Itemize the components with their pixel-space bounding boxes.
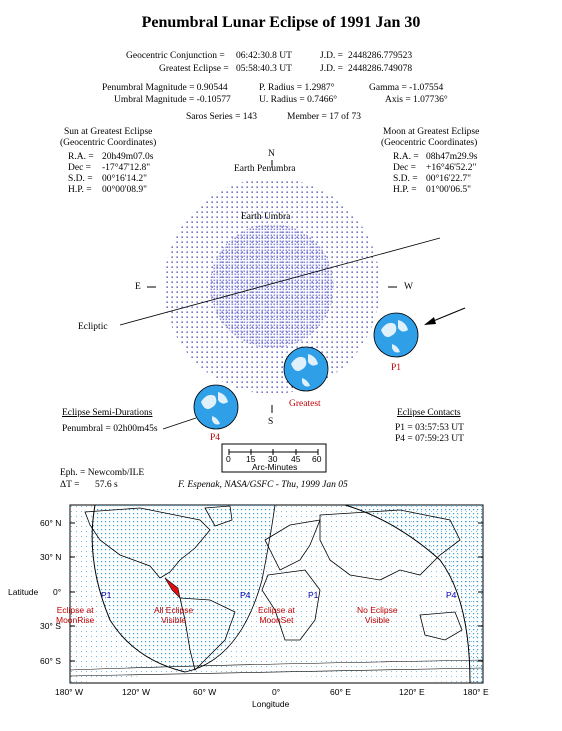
- east-label: E: [135, 282, 141, 292]
- conjunction-label: Geocentric Conjunction =: [126, 51, 225, 61]
- map-p1-east: P1: [308, 590, 319, 600]
- page-title: Penumbral Lunar Eclipse of 1991 Jan 30: [141, 14, 421, 31]
- lon-0: 0°: [272, 687, 281, 697]
- region-moonset-line1: Eclipse at: [258, 605, 295, 615]
- map-p4-east: P4: [446, 590, 457, 600]
- scale-tick-15: 15: [246, 454, 256, 464]
- penumbra-label: Earth Penumbra: [234, 164, 296, 174]
- moon-subheading: (Geocentric Coordinates): [381, 138, 478, 148]
- contact-p4: P4 = 07:59:23 UT: [395, 434, 464, 444]
- sun-sd-value: 00°16'14.2": [102, 174, 148, 184]
- p1-label: P1: [391, 363, 402, 373]
- sun-dec-value: -17°47'12.8": [102, 163, 151, 173]
- credit: F. Espenak, NASA/GSFC - Thu, 1999 Jan 05: [178, 480, 348, 490]
- ecliptic-label: Ecliptic: [78, 322, 108, 332]
- sun-hp-value: 00°00'08.9": [102, 185, 148, 195]
- scale-tick-30: 30: [268, 454, 278, 464]
- scale-label: Arc-Minutes: [252, 462, 298, 472]
- moon-ra-value: 08h47m29.9s: [426, 152, 478, 162]
- sun-ra-key: R.A. =: [68, 152, 94, 162]
- lon-180w: 180° W: [55, 687, 83, 697]
- region-not-visible-line2: Visible: [364, 615, 390, 625]
- lon-120w: 120° W: [122, 687, 150, 697]
- moon-ra-key: R.A. =: [393, 152, 419, 162]
- greatest-jd: 2448286.749078: [348, 64, 413, 74]
- scale-tick-60: 60: [312, 454, 322, 464]
- moon-sd-value: 00°16'22.7": [426, 174, 472, 184]
- south-label: S: [268, 417, 274, 427]
- umbral-radius: U. Radius = 0.7466°: [259, 95, 338, 105]
- lat-60s: 60° S: [40, 656, 61, 666]
- region-moonset-line2: MoonSet: [259, 615, 294, 625]
- lon-60w: 60° W: [193, 687, 217, 697]
- penumbral-magnitude: Penumbral Magnitude = 0.90544: [102, 83, 228, 93]
- saros-member: Member = 17 of 73: [287, 112, 361, 122]
- moon-heading: Moon at Greatest Eclipse: [383, 127, 480, 137]
- region-all-visible: [154, 605, 193, 625]
- region-moonset: [258, 605, 295, 625]
- umbral-magnitude: Umbral Magnitude = -0.10577: [114, 95, 231, 105]
- delta-t-label: ΔT =: [60, 480, 80, 490]
- axis-value: Axis = 1.07736°: [385, 95, 448, 105]
- p4-label: P4: [210, 433, 221, 443]
- sun-dec-key: Dec =: [68, 163, 92, 173]
- west-label: W: [404, 282, 413, 292]
- contacts-heading: Eclipse Contacts: [397, 408, 461, 418]
- moon-dec-value: +16°46'52.2": [426, 163, 477, 173]
- sun-subheading: (Geocentric Coordinates): [60, 138, 157, 148]
- penumbral-duration: Penumbral = 02h00m45s: [62, 424, 158, 434]
- region-moonrise-line1: Eclipse at: [56, 605, 94, 615]
- moon-p4: [194, 385, 238, 429]
- north-label: N: [268, 149, 275, 159]
- sun-hp-key: H.P. =: [68, 185, 92, 195]
- lat-30n: 30° N: [40, 552, 62, 562]
- delta-t-value: 57.6 s: [95, 480, 118, 490]
- lon-60e: 60° E: [330, 687, 351, 697]
- greatest-label: Greatest Eclipse =: [159, 64, 229, 74]
- saros-series: Saros Series = 143: [186, 112, 258, 122]
- sun-heading: Sun at Greatest Eclipse: [64, 127, 153, 137]
- moon-p1: [374, 313, 418, 357]
- gamma-value: Gamma = -1.07554: [369, 83, 444, 93]
- region-moonrise: [56, 605, 94, 625]
- map-xlabel: Longitude: [252, 699, 290, 709]
- region-not-visible-line1: No Eclipse: [357, 605, 398, 615]
- conjunction-jd: 2448286.779523: [348, 51, 413, 61]
- map-p4-west: P4: [240, 590, 251, 600]
- sun-sd-key: S.D. =: [68, 174, 93, 184]
- scale-tick-45: 45: [291, 454, 301, 464]
- greatest-time: 05:58:40.3 UT: [236, 64, 292, 74]
- region-not-visible: [357, 605, 398, 625]
- region-all-visible-line1: All Eclipse: [154, 605, 194, 615]
- lon-120e: 120° E: [399, 687, 425, 697]
- world-map: [70, 505, 483, 683]
- region-moonrise-line2: MoonRise: [56, 615, 95, 625]
- lat-60n: 60° N: [40, 518, 62, 528]
- moon-hp-value: 01°00'06.5": [426, 185, 472, 195]
- greatest-jd-label: J.D. =: [320, 64, 344, 74]
- lon-180e: 180° E: [463, 687, 489, 697]
- lat-0: 0°: [53, 587, 62, 597]
- moon-hp-key: H.P. =: [393, 185, 417, 195]
- penumbral-radius: P. Radius = 1.2987°: [259, 83, 335, 93]
- umbra-label: Earth Umbra: [241, 212, 291, 222]
- map-p1-west: P1: [101, 590, 112, 600]
- conjunction-jd-label: J.D. =: [320, 51, 344, 61]
- lat-30s: 30° S: [40, 621, 61, 631]
- scale-tick-0: 0: [226, 454, 231, 464]
- ephemeris: Eph. = Newcomb/ILE: [60, 468, 145, 478]
- sun-ra-value: 20h49m07.0s: [102, 152, 154, 162]
- moon-dec-key: Dec =: [393, 163, 417, 173]
- map-ylabel: Latitude: [8, 587, 39, 597]
- greatest-moon-label: Greatest: [289, 399, 321, 409]
- region-all-visible-line2: Visible: [161, 615, 187, 625]
- conjunction-time: 06:42:30.8 UT: [236, 51, 292, 61]
- contact-p1: P1 = 03:57:53 UT: [395, 423, 464, 433]
- moon-greatest: [284, 347, 328, 391]
- moon-sd-key: S.D. =: [393, 174, 418, 184]
- semi-durations-heading: Eclipse Semi-Durations: [62, 408, 153, 418]
- earth-umbra: [210, 224, 334, 348]
